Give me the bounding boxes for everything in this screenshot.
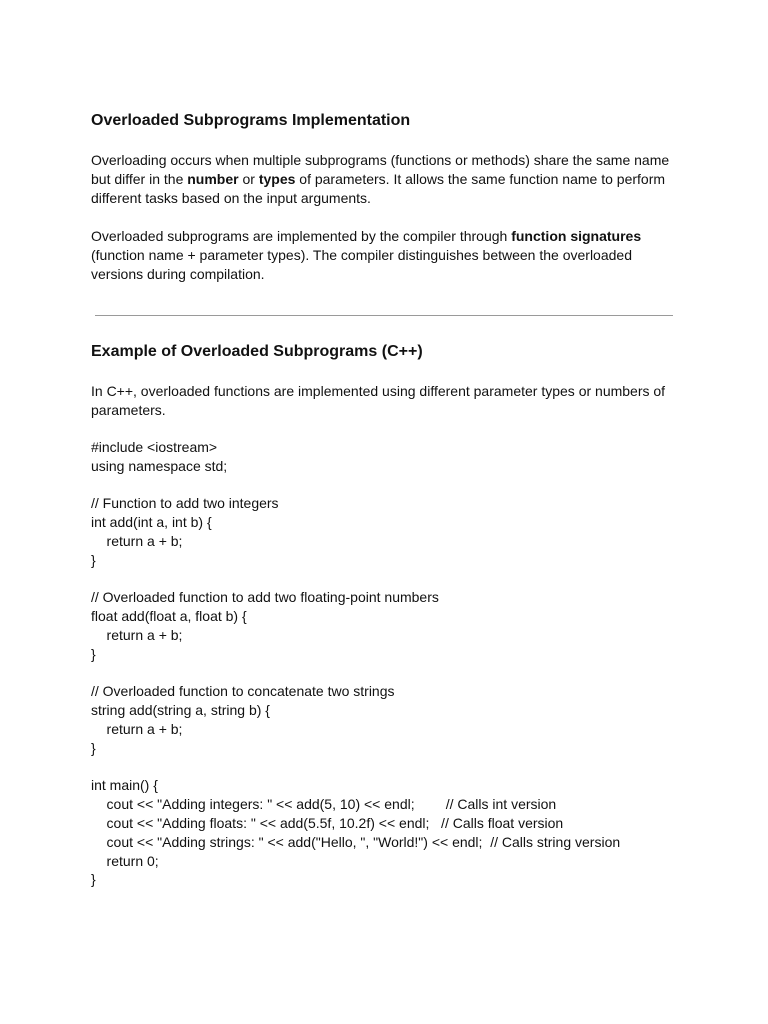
code-line: #include <iostream> xyxy=(91,439,218,455)
section-title: Overloaded Subprograms Implementation xyxy=(91,112,411,129)
code-line: int add(int a, int b) { xyxy=(91,514,212,531)
code-line: } xyxy=(91,551,96,568)
implementation-paragraph xyxy=(91,227,671,284)
paragraph-text: or xyxy=(238,171,259,187)
code-line: cout << "Adding strings: " << add("Hello, ", "World!") << endl; // Calls string version xyxy=(91,833,621,850)
paragraph-text: (function name + parameter types). The compiler distinguishes between the overloaded versions during compilation. xyxy=(91,247,632,282)
code-line: } xyxy=(91,739,96,756)
bold-term-function-signatures: function signatures xyxy=(511,228,642,244)
code-line: return a + b; xyxy=(91,720,183,737)
code-line: } xyxy=(91,871,96,888)
code-line: return a + b; xyxy=(91,626,183,643)
code-line: // Overloaded function to add two floating-point numbers xyxy=(91,589,439,606)
example-section-title: Example of Overloaded Subprograms (C++) xyxy=(91,343,423,360)
code-line: float add(float a, float b) { xyxy=(91,608,247,625)
paragraph-text: Overloading occurs when multiple subprograms (functions or methods) share the same name but differ in the xyxy=(91,152,670,187)
code-example xyxy=(91,438,620,889)
code-line: // Function to add two integers xyxy=(91,495,279,512)
bold-term-types: types xyxy=(258,171,296,187)
horizontal-divider xyxy=(95,315,673,316)
paragraph-text: Overloaded subprograms are implemented by the compiler through xyxy=(91,228,512,244)
code-line xyxy=(91,476,620,495)
code-line: cout << "Adding floats: " << add(5.5f, 10.2f) << endl; // Calls float version xyxy=(91,814,564,831)
code-line xyxy=(91,758,620,777)
code-line: return a + b; xyxy=(91,532,183,549)
code-line xyxy=(91,570,620,589)
paragraph-text: of parameters. It allows the same function name to perform different tasks based on the input arguments. xyxy=(91,171,666,206)
code-line xyxy=(91,664,620,683)
code-line: int main() { xyxy=(91,777,158,794)
overloading-definition-paragraph xyxy=(91,151,691,208)
code-line: // Overloaded function to concatenate two strings xyxy=(91,683,395,700)
example-intro-paragraph: In C++, overloaded functions are implemented using different parameter types or numbers of parameters. xyxy=(91,383,666,418)
code-line: string add(string a, string b) { xyxy=(91,702,270,719)
code-line: using namespace std; xyxy=(91,457,228,474)
code-line: } xyxy=(91,645,96,662)
code-line: return 0; xyxy=(91,852,159,869)
bold-term-number: number xyxy=(187,171,239,187)
code-line: cout << "Adding integers: " << add(5, 10) << endl; // Calls int version xyxy=(91,796,557,813)
